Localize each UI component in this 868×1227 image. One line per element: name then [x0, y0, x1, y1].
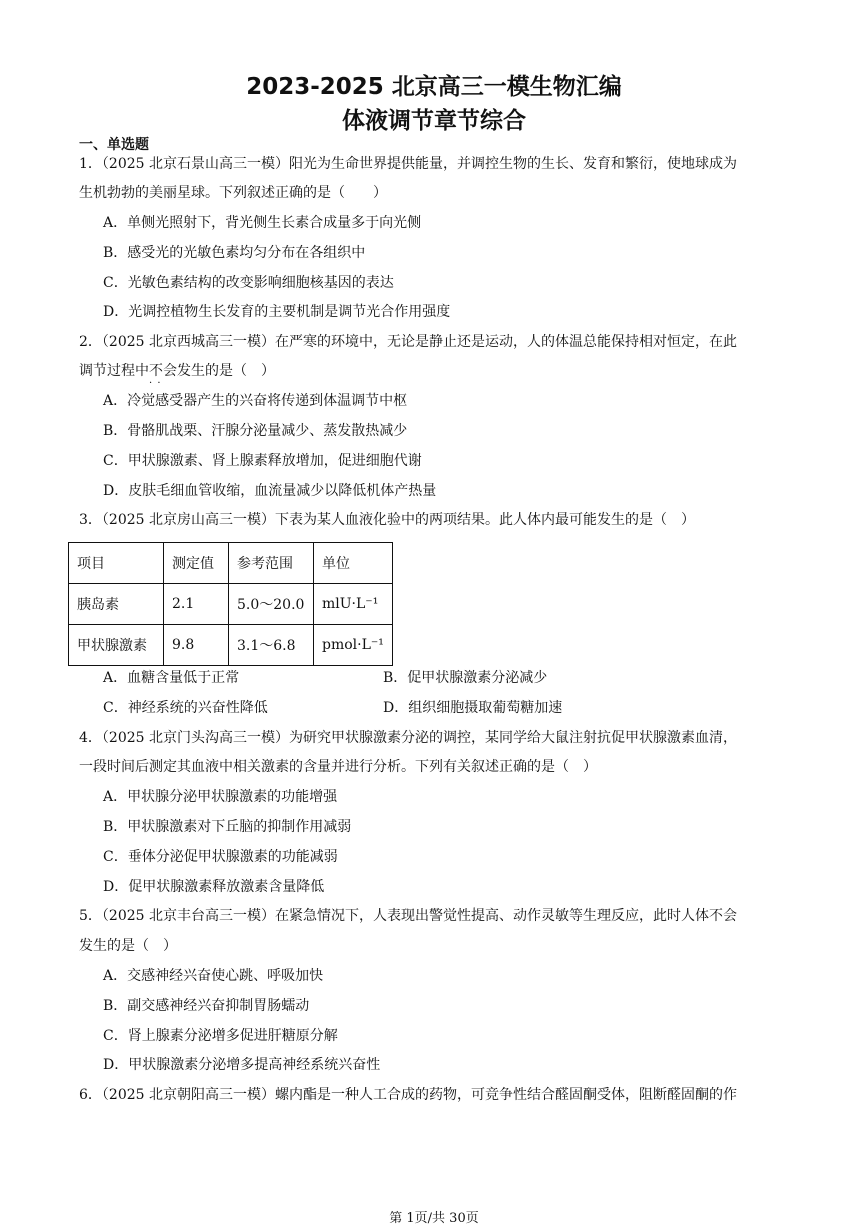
- table-header-cell: 参考范围: [229, 543, 314, 584]
- q5-stem-line2: 发生的是（ ）: [79, 938, 177, 954]
- table-header-cell: 项目: [69, 543, 164, 584]
- section-heading: 一、单选题: [79, 137, 149, 153]
- q2-stem-emphasis: 不会 · ·: [149, 363, 177, 379]
- table-cell: 胰岛素: [69, 584, 164, 625]
- q3-option-c: C．神经系统的兴奋性降低: [103, 700, 268, 716]
- q2-stem-line1: 2．（2025 北京西城高三一模）在严寒的环境中，无论是静止还是运动，人的体温总能保持相对恒定，在此: [79, 334, 737, 350]
- q1-option-a: A．单侧光照射下，背光侧生长素合成量多于向光侧: [103, 215, 422, 231]
- table-header-cell: 单位: [314, 543, 393, 584]
- table-row: [69, 625, 393, 666]
- q6-stem-line1: 6．（2025 北京朝阳高三一模）螺内酯是一种人工合成的药物，可竞争性结合醛固酮受体，阻断醛固酮的作: [79, 1087, 737, 1103]
- q1-stem-line2: 生机勃勃的美丽星球。下列叙述正确的是（ ）: [79, 185, 387, 201]
- document-title-line1: 2023-2025 北京高三一模生物汇编: [246, 74, 622, 100]
- q2-stem-line2: [79, 362, 275, 380]
- document-title-line2: 体液调节章节综合: [342, 108, 526, 134]
- q5-option-d: D．甲状腺激素分泌增多提高神经系统兴奋性: [103, 1057, 381, 1073]
- q4-stem-line2: 一段时间后测定其血液中相关激素的含量并进行分析。下列有关叙述正确的是（ ）: [79, 759, 597, 775]
- q1-option-c: C．光敏色素结构的改变影响细胞核基因的表达: [103, 275, 394, 291]
- q5-option-c: C．肾上腺素分泌增多促进肝糖原分解: [103, 1028, 338, 1044]
- q2-stem-pre: 调节过程中: [79, 363, 149, 379]
- table-cell: mlU·L⁻¹: [314, 584, 393, 625]
- q5-option-b: B．副交感神经兴奋抑制胃肠蠕动: [103, 998, 310, 1014]
- table-header-row: [69, 543, 393, 584]
- lab-result-table: [68, 542, 393, 666]
- q2-stem-post: 发生的是（ ）: [177, 363, 275, 379]
- table-row: [69, 584, 393, 625]
- q4-stem-line1: 4．（2025 北京门头沟高三一模）为研究甲状腺激素分泌的调控，某同学给大鼠注射抗促甲状腺激素血清，: [79, 730, 737, 746]
- q3-option-b: B．促甲状腺激素分泌减少: [383, 670, 548, 686]
- q2-option-d: D．皮肤毛细血管收缩，血流量减少以降低机体产热量: [103, 483, 437, 499]
- q3-option-a: A．血糖含量低于正常: [103, 670, 240, 686]
- q4-option-d: D．促甲状腺激素释放激素含量降低: [103, 879, 325, 895]
- q3-stem-line1: 3．（2025 北京房山高三一模）下表为某人血液化验中的两项结果。此人体内最可能发生的是（ ）: [79, 512, 695, 528]
- q1-stem-line1: 1．（2025 北京石景山高三一模）阳光为生命世界提供能量，并调控生物的生长、发育和繁衍，使地球成为: [79, 156, 737, 172]
- q2-option-a: A．冷觉感受器产生的兴奋将传递到体温调节中枢: [103, 393, 408, 409]
- q3-option-d: D．组织细胞摄取葡萄糖加速: [383, 700, 563, 716]
- table-cell: pmol·L⁻¹: [314, 625, 393, 666]
- q1-option-b: B．感受光的光敏色素均匀分布在各组织中: [103, 245, 366, 261]
- q4-option-c: C．垂体分泌促甲状腺激素的功能减弱: [103, 849, 338, 865]
- table-cell: 3.1～6.8: [229, 625, 314, 666]
- table-header-cell: 测定值: [164, 543, 229, 584]
- table-cell: 5.0～20.0: [229, 584, 314, 625]
- table-cell: 2.1: [164, 584, 229, 625]
- q2-option-c: C．甲状腺激素、肾上腺素释放增加，促进细胞代谢: [103, 453, 422, 469]
- q2-option-b: B．骨骼肌战栗、汗腺分泌量减少、蒸发散热减少: [103, 423, 408, 439]
- q5-stem-line1: 5．（2025 北京丰台高三一模）在紧急情况下，人表现出警觉性提高、动作灵敏等生理反应，此时人体不会: [79, 908, 737, 924]
- q4-option-b: B．甲状腺激素对下丘脑的抑制作用减弱: [103, 819, 352, 835]
- q4-option-a: A．甲状腺分泌甲状腺激素的功能增强: [103, 789, 338, 805]
- table-cell: 甲状腺激素: [69, 625, 164, 666]
- page-number-footer: 第 1页/共 30页: [389, 1211, 479, 1226]
- q1-option-d: D．光调控植物生长发育的主要机制是调节光合作用强度: [103, 304, 451, 320]
- q5-option-a: A．交感神经兴奋使心跳、呼吸加快: [103, 968, 324, 984]
- table-cell: 9.8: [164, 625, 229, 666]
